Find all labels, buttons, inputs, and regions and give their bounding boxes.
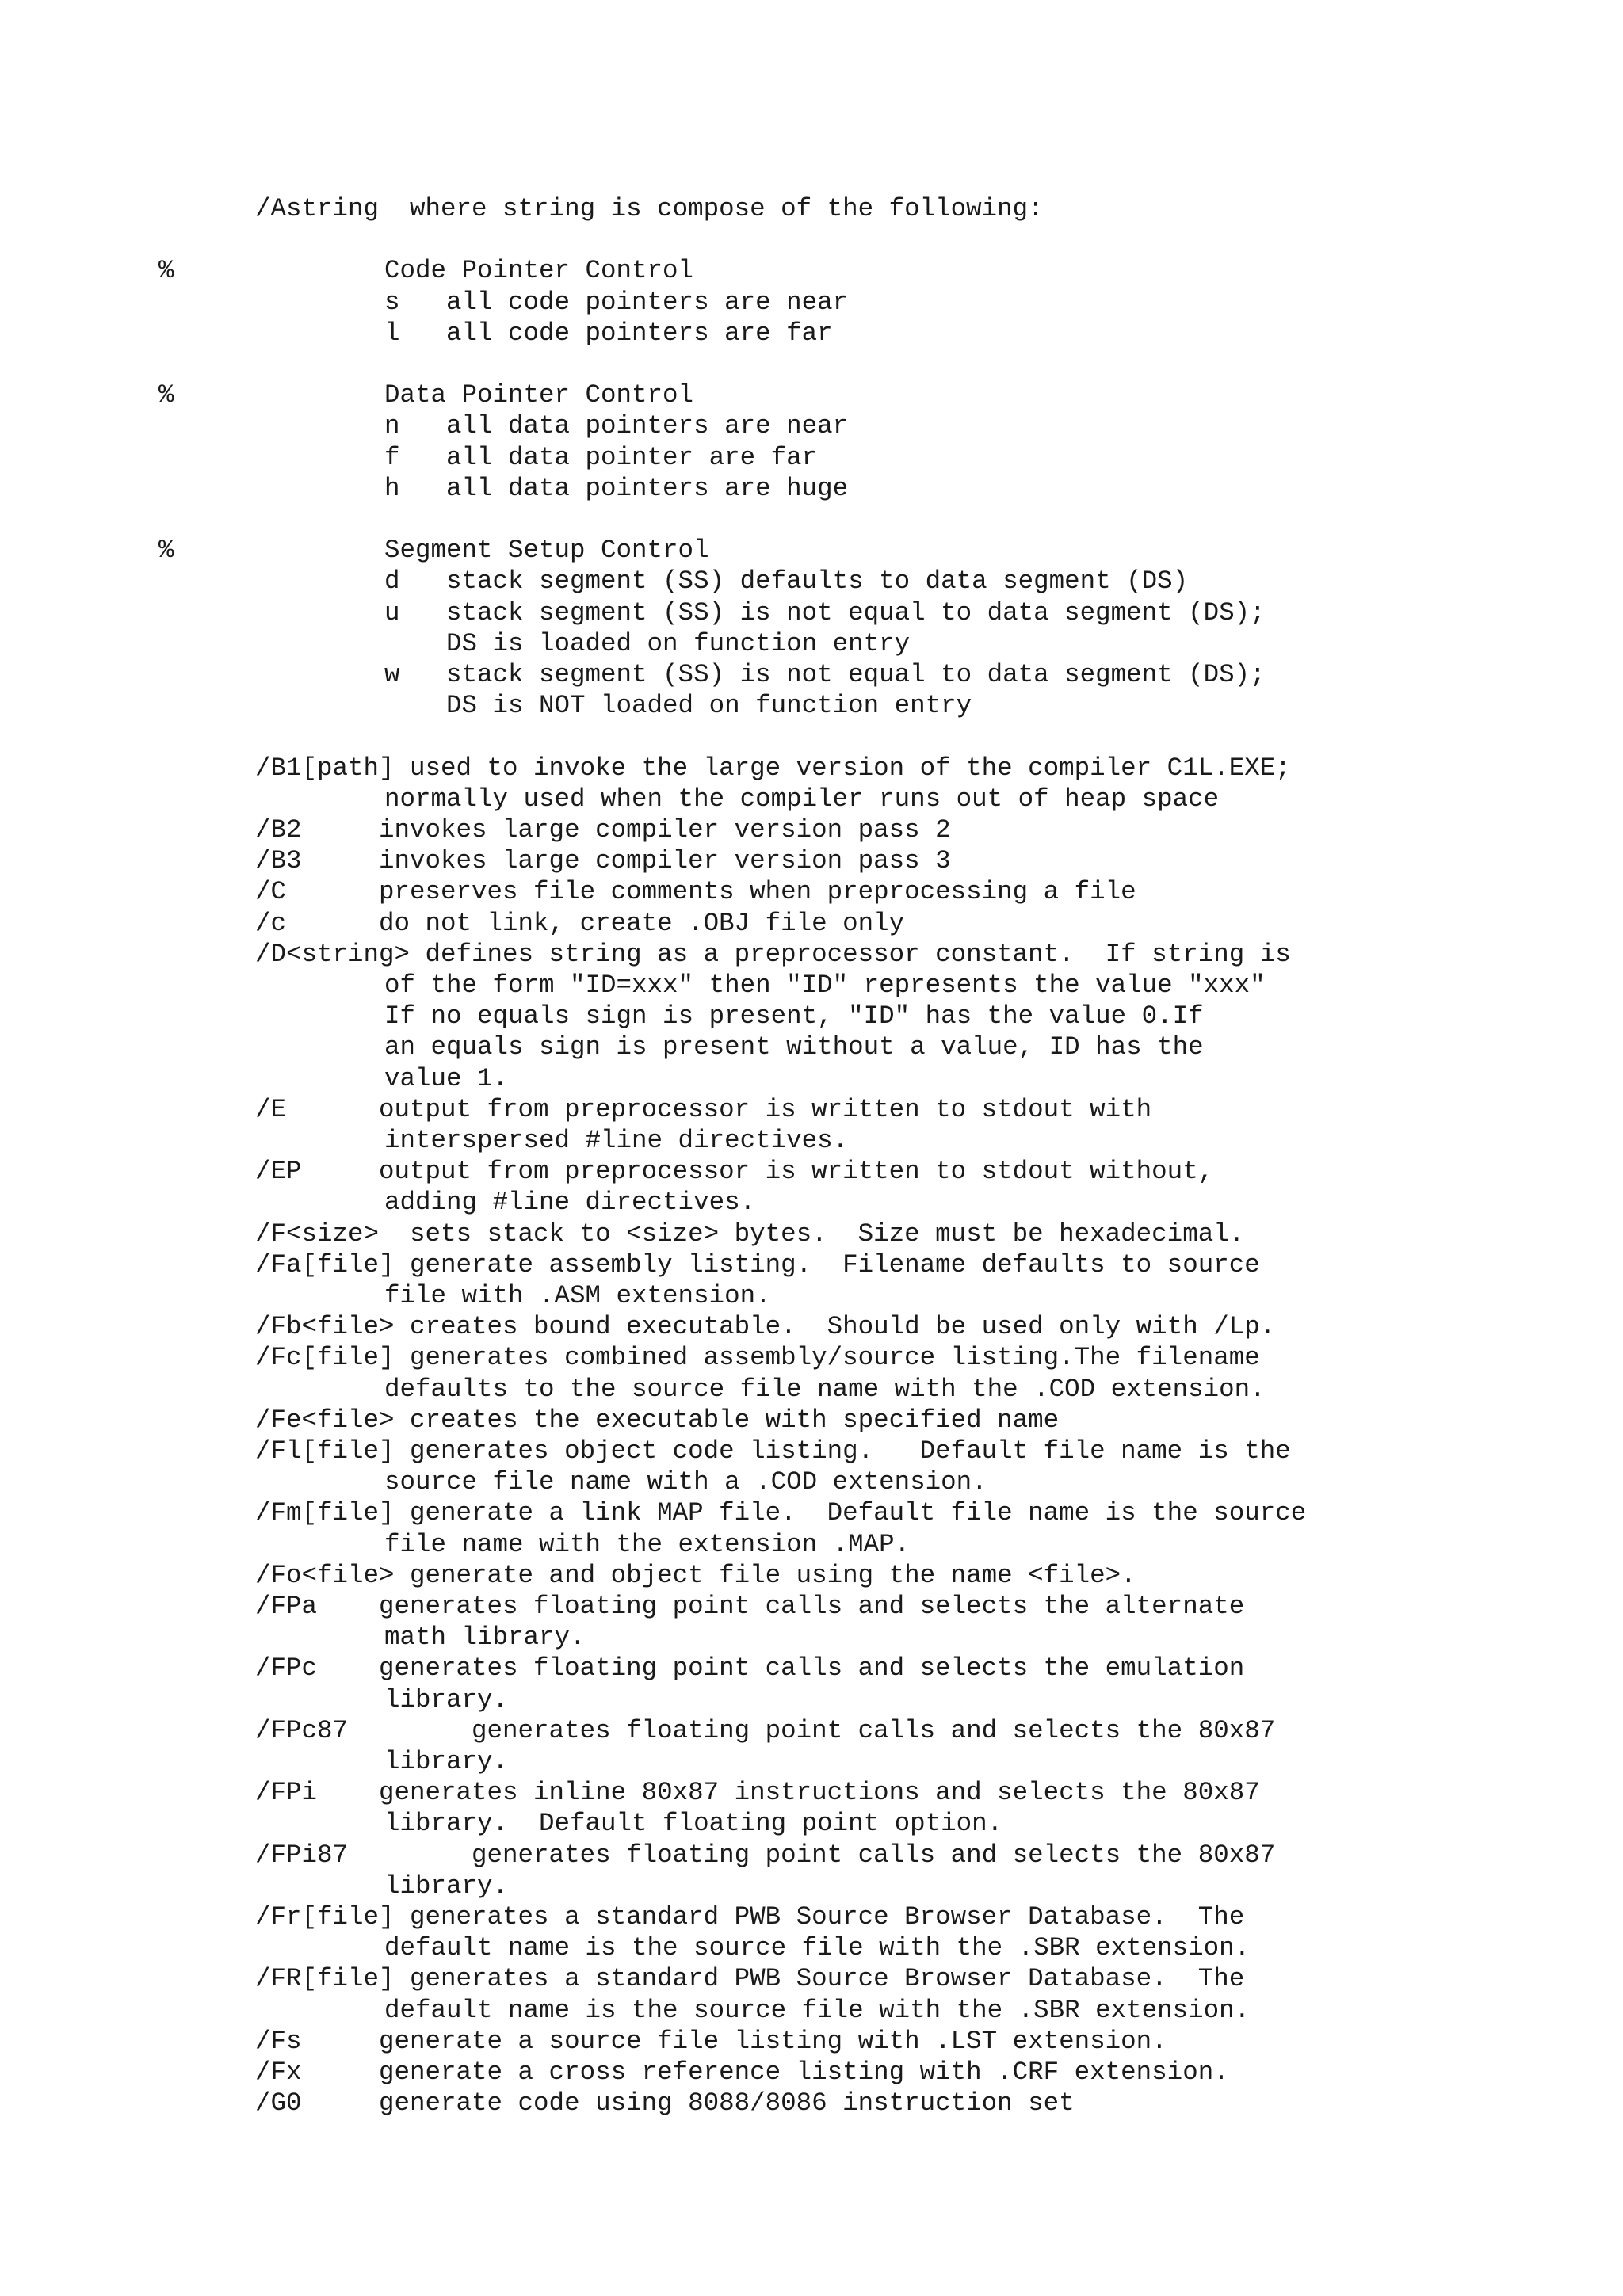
- line-text: /G0 generate code using 8088/8086 instruction set: [255, 2088, 1075, 2119]
- line-text: /B2 invokes large compiler version pass 2: [255, 815, 951, 845]
- document-line: [0, 1840, 1623, 1871]
- document-line: [0, 1995, 1623, 2026]
- line-text: an equals sign is present without a value, ID has the: [384, 1032, 1204, 1062]
- line-text: adding #line directives.: [384, 1188, 756, 1218]
- document-line: [0, 845, 1623, 876]
- line-text: d stack segment (SS) defaults to data segment (DS): [384, 566, 1189, 597]
- document-line: [0, 1871, 1623, 1901]
- line-text: DS is loaded on function entry: [384, 628, 911, 658]
- document-line: [0, 939, 1623, 970]
- document-line: [0, 1653, 1623, 1684]
- section-marker: %: [158, 256, 174, 286]
- line-text: /Fs generate a source file listing with .LST extension.: [255, 2026, 1167, 2056]
- document-line: [0, 1032, 1623, 1062]
- document-line: [0, 1249, 1623, 1280]
- line-text: w stack segment (SS) is not equal to data segment (DS);: [384, 660, 1266, 689]
- line-text: library.: [384, 1684, 509, 1714]
- document-line: [0, 1466, 1623, 1497]
- line-text: s all code pointers are near: [384, 287, 849, 317]
- line-text: math library.: [384, 1623, 586, 1653]
- line-text: /FPi generates inline 80x87 instructions and selects the 80x87: [255, 1778, 1260, 1808]
- document-line: [0, 318, 1623, 349]
- document-line: [0, 1591, 1623, 1622]
- line-text: n all data pointers are near: [384, 411, 849, 441]
- section-marker: %: [158, 536, 174, 566]
- document-line: [0, 379, 1623, 410]
- document-line: [0, 255, 1623, 286]
- line-text: default name is the source file with the .SBR extension.: [384, 1933, 1251, 1963]
- document-line: [0, 1094, 1623, 1125]
- line-text: l all code pointers are far: [384, 318, 833, 348]
- line-text: /C preserves file comments when preprocessing a file: [255, 877, 1136, 907]
- document-line: [0, 1529, 1623, 1560]
- document-line: [0, 1901, 1623, 1932]
- document-line: [0, 1342, 1623, 1373]
- document-line: [0, 2026, 1623, 2057]
- document-line: [0, 224, 1623, 255]
- document-line: [0, 1156, 1623, 1187]
- line-text: /Fe<file> creates the executable with specified name: [255, 1405, 1060, 1435]
- line-text: file name with the extension .MAP.: [384, 1529, 911, 1559]
- line-text: source file name with a .COD extension.: [384, 1467, 987, 1497]
- document-line: [0, 473, 1623, 504]
- document-line: [0, 597, 1623, 628]
- document-line: [0, 1405, 1623, 1436]
- line-text: /F<size> sets stack to <size> bytes. Size must be hexadecimal.: [255, 1219, 1245, 1249]
- line-text: of the form "ID=xxx" then "ID" represents the value "xxx": [384, 971, 1266, 1000]
- line-text: /FPi87 generates floating point calls and selects the 80x87: [255, 1840, 1276, 1870]
- document-line: [0, 1311, 1623, 1342]
- document-line: [0, 1374, 1623, 1405]
- document-line: [0, 1777, 1623, 1808]
- document-line: [0, 287, 1623, 318]
- line-text: defaults to the source file name with the .COD extension.: [384, 1374, 1266, 1404]
- document-line: [0, 1963, 1623, 1994]
- document-line: [0, 1125, 1623, 1156]
- line-text: normally used when the compiler runs out of heap space: [384, 784, 1220, 814]
- document-line: [0, 970, 1623, 1001]
- document-line: [0, 628, 1623, 659]
- document-line: [0, 1684, 1623, 1715]
- document-line: [0, 1001, 1623, 1032]
- section-marker: %: [158, 380, 174, 410]
- line-text: /Fb<file> creates bound executable. Should be used only with /Lp.: [255, 1312, 1276, 1342]
- line-text: Code Pointer Control: [384, 256, 694, 286]
- document-line: [0, 1219, 1623, 1249]
- document-line: [0, 1560, 1623, 1591]
- line-text: /Fa[file] generate assembly listing. Filename defaults to source: [255, 1249, 1260, 1280]
- line-text: /FPc generates floating point calls and selects the emulation: [255, 1653, 1245, 1684]
- document-line: [0, 1622, 1623, 1653]
- line-text: /FR[file] generates a standard PWB Source Browser Database. The: [255, 1964, 1245, 1994]
- line-text: /D<string> defines string as a preprocessor constant. If string is: [255, 939, 1291, 969]
- line-text: /FPc87 generates floating point calls and selects the 80x87: [255, 1715, 1276, 1745]
- line-text: /Fr[file] generates a standard PWB Source Browser Database. The: [255, 1902, 1245, 1932]
- document-line: [0, 814, 1623, 845]
- line-text: /Fl[file] generates object code listing. Default file name is the: [255, 1436, 1291, 1466]
- line-text: /Astring where string is compose of the following:: [255, 194, 1044, 223]
- document-line: [0, 1280, 1623, 1311]
- document-line: [0, 193, 1623, 224]
- line-text: /EP output from preprocessor is written to stdout without,: [255, 1157, 1214, 1187]
- document-line: [0, 753, 1623, 784]
- line-text: /Fo<file> generate and object file using the name <file>.: [255, 1560, 1136, 1590]
- document-line: [0, 908, 1623, 939]
- line-text: /FPa generates floating point calls and selects the alternate: [255, 1592, 1245, 1621]
- document-line: [0, 566, 1623, 597]
- document-line: [0, 504, 1623, 535]
- line-text: /E output from preprocessor is written to stdout with: [255, 1094, 1152, 1124]
- document-line: [0, 1932, 1623, 1963]
- line-text: library.: [384, 1871, 509, 1901]
- document-line: [0, 1063, 1623, 1094]
- document-line: [0, 1497, 1623, 1528]
- document-line: [0, 535, 1623, 566]
- document-line: [0, 659, 1623, 690]
- line-text: library. Default floating point option.: [384, 1809, 1003, 1839]
- document-line: [0, 876, 1623, 907]
- line-text: /B1[path] used to invoke the large version of the compiler C1L.EXE;: [255, 753, 1291, 783]
- document-line: [0, 1187, 1623, 1218]
- line-text: /Fm[file] generate a link MAP file. Default file name is the source: [255, 1498, 1307, 1528]
- document-line: [0, 1808, 1623, 1839]
- line-text: u stack segment (SS) is not equal to data segment (DS);: [384, 597, 1266, 627]
- line-text: library.: [384, 1747, 509, 1776]
- line-text: Data Pointer Control: [384, 380, 694, 410]
- line-text: default name is the source file with the .SBR extension.: [384, 1995, 1251, 2025]
- line-text: /Fx generate a cross reference listing with .CRF extension.: [255, 2058, 1229, 2087]
- document-line: [0, 690, 1623, 721]
- line-text: DS is NOT loaded on function entry: [384, 691, 972, 721]
- line-text: /c do not link, create .OBJ file only: [255, 908, 905, 938]
- document-line: [0, 410, 1623, 441]
- line-text: h all data pointers are huge: [384, 473, 849, 503]
- document-line: [0, 784, 1623, 814]
- line-text: interspersed #line directives.: [384, 1126, 849, 1155]
- document-line: [0, 1715, 1623, 1746]
- line-text: file with .ASM extension.: [384, 1281, 771, 1310]
- line-text: /B3 invokes large compiler version pass 3: [255, 846, 951, 876]
- document-line: [0, 349, 1623, 379]
- line-text: Segment Setup Control: [384, 536, 709, 566]
- line-text: f all data pointer are far: [384, 442, 818, 472]
- document-line: [0, 2057, 1623, 2088]
- line-text: value 1.: [384, 1063, 509, 1093]
- document-line: [0, 442, 1623, 473]
- document-line: [0, 1746, 1623, 1777]
- document-line: [0, 721, 1623, 752]
- document-line: [0, 1436, 1623, 1466]
- line-text: /Fc[file] generates combined assembly/source listing.The filename: [255, 1343, 1260, 1373]
- document-line: [0, 2088, 1623, 2119]
- line-text: If no equals sign is present, "ID" has the value 0.If: [384, 1001, 1204, 1032]
